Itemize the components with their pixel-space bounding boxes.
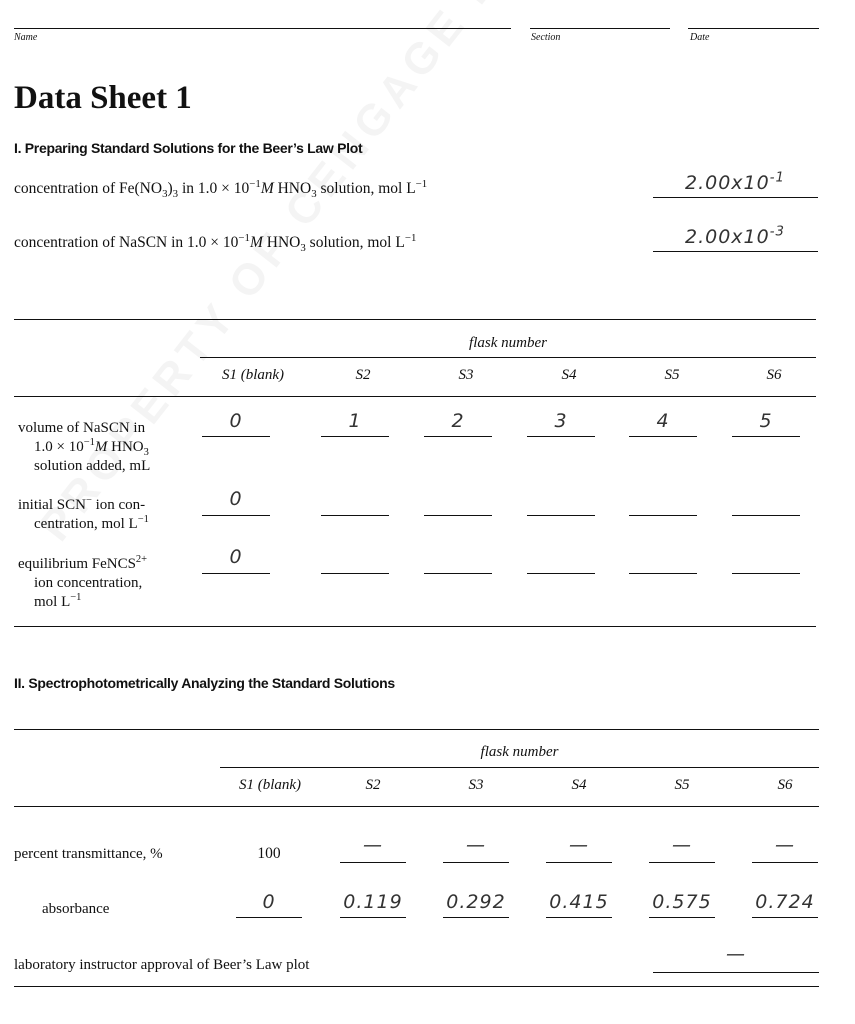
transmittance-s5[interactable]: — — [672, 834, 692, 856]
absorbance-s6[interactable]: 0.724 — [755, 891, 815, 913]
transmittance-s3[interactable]: — — [466, 834, 486, 856]
table2-header-rule — [14, 806, 819, 807]
table2-col-s4: S4 — [571, 777, 587, 793]
table2-col-s6: S6 — [777, 777, 793, 793]
scn-concentration-line — [653, 251, 818, 252]
table1-group-header: flask number — [469, 335, 547, 351]
date-label: Date — [690, 32, 710, 43]
row-volume-label: volume of NaSCN in $1.0 \times 10^{-1}M$ $HNO_3$ solution added, mL — [18, 420, 151, 474]
row-initial-scn-label: initial SCN− ion con- centration, mol $L^{-1}$ — [18, 495, 149, 532]
volume-s4[interactable]: 3 — [554, 410, 568, 432]
volume-s5[interactable]: 4 — [656, 410, 670, 432]
volume-s1[interactable]: 0 — [229, 410, 243, 432]
absorbance-s3[interactable]: 0.292 — [446, 891, 506, 913]
fe-concentration-label: concentration of $Fe(NO_3)_3$ in $1.0 \times 10^{-1}M$ $HNO_3$ solution, mol $L^{-1}$ — [14, 177, 428, 201]
section-label: Section — [531, 32, 561, 43]
table1-col-s1: S1 (blank) — [221, 367, 285, 383]
table2-col-s1: S1 (blank) — [238, 777, 302, 793]
fe-concentration-line — [653, 197, 818, 198]
table1-header-rule — [14, 396, 816, 397]
table1-col-s2: S2 — [355, 367, 371, 383]
table1-top-rule — [14, 319, 816, 320]
table1-col-s5: S5 — [664, 367, 680, 383]
approval-value[interactable]: — — [726, 943, 746, 965]
volume-s3[interactable]: 2 — [451, 410, 465, 432]
part2-heading: II. Spectrophotometrically Analyzing the Standard Solutions — [14, 675, 395, 691]
name-line[interactable] — [14, 28, 511, 29]
table2-col-s2: S2 — [365, 777, 381, 793]
approval-line — [653, 972, 819, 973]
scn-concentration-value[interactable]: $2.00x10^{-3}$ — [685, 224, 785, 248]
fe-concentration-value[interactable]: $2.00x10^{-1}$ — [685, 170, 785, 194]
row-equilibrium-label: equilibrium FeNCS$^{2+}$ ion concentration, mol $L^{-1}$ — [18, 554, 148, 610]
absorbance-s1[interactable]: 0 — [262, 891, 276, 913]
table2-col-s5: S5 — [674, 777, 690, 793]
absorbance-s4[interactable]: 0.415 — [549, 891, 609, 913]
table1-group-rule — [200, 357, 816, 358]
name-label: Name — [14, 32, 38, 43]
page-title: Data Sheet 1 — [14, 80, 192, 116]
table1-col-s6: S6 — [766, 367, 782, 383]
initial-scn-s1[interactable]: 0 — [229, 488, 243, 510]
table2-bottom-rule — [14, 986, 819, 987]
volume-s6[interactable]: 5 — [759, 410, 773, 432]
table1-col-s4: S4 — [561, 367, 577, 383]
table2-top-rule — [14, 729, 819, 730]
transmittance-label: percent transmittance, % — [14, 846, 163, 862]
absorbance-s2[interactable]: 0.119 — [343, 891, 403, 913]
table2-group-rule — [220, 767, 819, 768]
scn-concentration-label: concentration of NaSCN in $1.0 \times 10^{-1}M$ $HNO_3$ solution, mol $L^{-1}$ — [14, 231, 417, 255]
absorbance-label: absorbance — [42, 901, 110, 917]
equilibrium-s1[interactable]: 0 — [229, 546, 243, 568]
transmittance-s4[interactable]: — — [569, 834, 589, 856]
table1-col-s3: S3 — [458, 367, 474, 383]
table2-group-header: flask number — [480, 744, 559, 760]
part1-heading: I. Preparing Standard Solutions for the Beer’s Law Plot — [14, 140, 363, 156]
table1-bottom-rule — [14, 626, 816, 627]
table2-col-s3: S3 — [468, 777, 484, 793]
approval-label: laboratory instructor approval of Beer’s Law plot — [14, 957, 310, 973]
section-line[interactable] — [530, 28, 670, 29]
volume-s2[interactable]: 1 — [348, 410, 362, 432]
transmittance-s1: 100 — [257, 845, 281, 862]
transmittance-s6[interactable]: — — [775, 834, 795, 856]
date-line[interactable] — [688, 28, 819, 29]
transmittance-s2[interactable]: — — [363, 834, 383, 856]
absorbance-s5[interactable]: 0.575 — [652, 891, 712, 913]
